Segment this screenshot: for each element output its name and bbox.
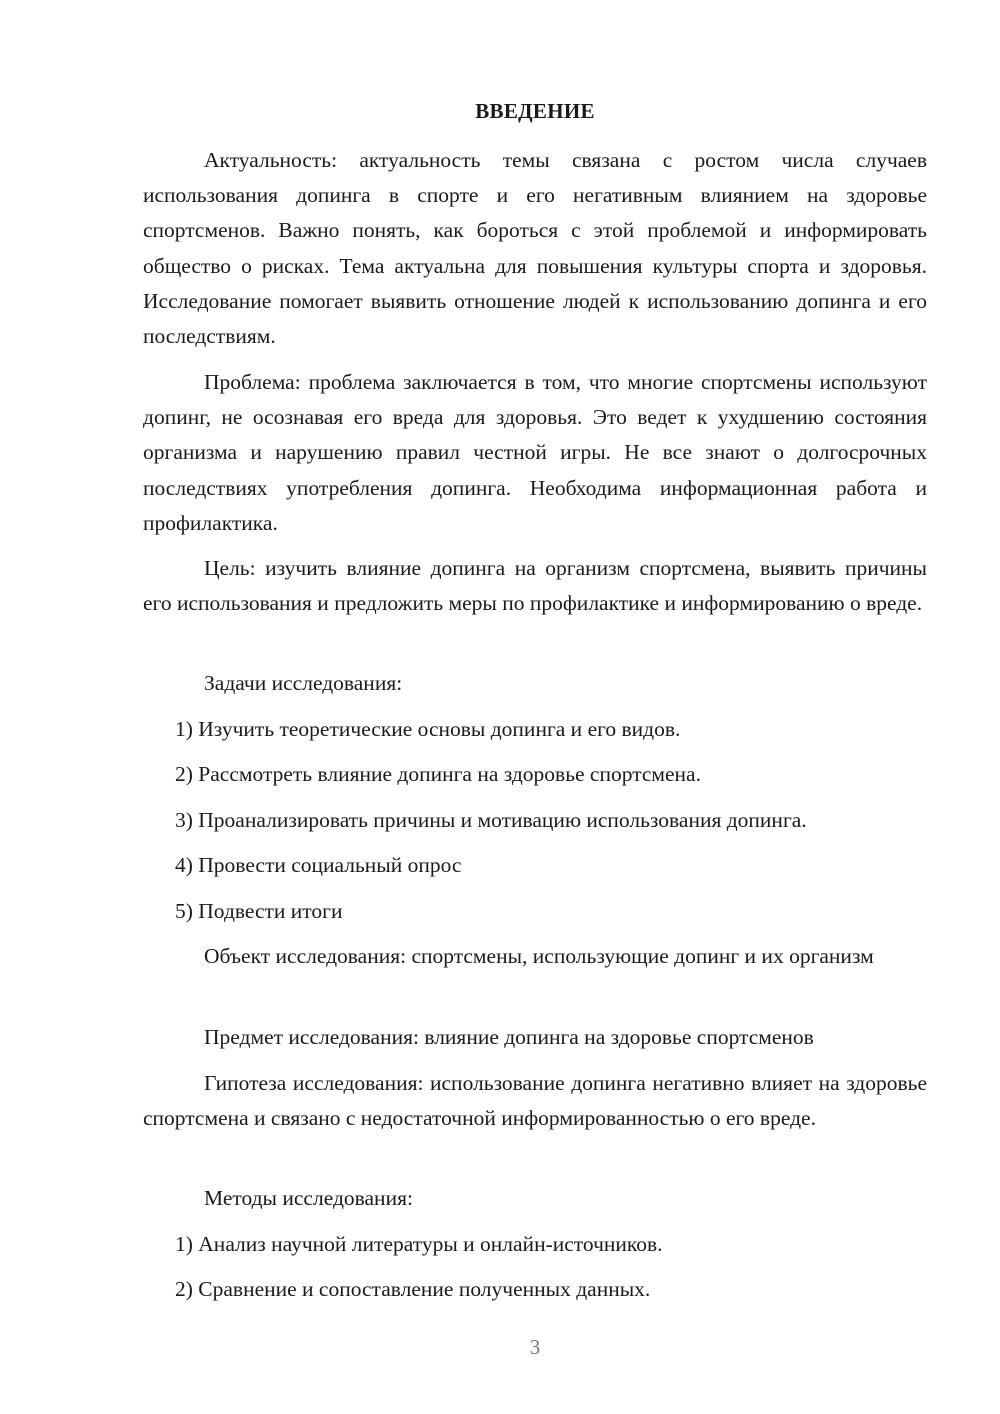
task-item: 3) Проанализировать причины и мотивацию использования допинга.: [175, 808, 807, 832]
page-number: 3: [529, 1335, 541, 1359]
object-paragraph: Объект исследования: спортсмены, использующие допинг и их организм: [204, 944, 874, 968]
method-item: 1) Анализ научной литературы и онлайн-источников.: [175, 1232, 663, 1256]
problem-paragraph: Проблема: проблема заключается в том, что многие спортсмены используют допинг, не осознавая его вреда для здоровья. Это ведет к ухудшению состояния организма и нарушению правил честной игры. Не все знают о долгосрочных последствиях употребления допинга. Необходима информационная работа и профилактика.: [143, 370, 927, 535]
document-page: [143, 0, 927, 1414]
page-title: ВВЕДЕНИЕ: [475, 99, 595, 123]
task-item: 4) Провести социальный опрос: [175, 853, 462, 877]
relevance-paragraph: Актуальность: актуальность темы связана с ростом числа случаев использования допинга в спорте и его негативным влиянием на здоровье спортсменов. Важно понять, как бороться с этой проблемой и информировать общество о рисках. Тема актуальна для повышения культуры спорта и здоровья. Исследование помогает выявить отношение людей к использованию допинга и его последствиям.: [143, 148, 927, 349]
task-item: 1) Изучить теоретические основы допинга и его видов.: [175, 717, 681, 741]
goal-paragraph: Цель: изучить влияние допинга на организм спортсмена, выявить причины его использования и предложить меры по профилактике и информированию о вреде.: [143, 556, 927, 616]
method-item: 2) Сравнение и сопоставление полученных данных.: [175, 1277, 651, 1301]
tasks-heading: Задачи исследования:: [204, 671, 403, 695]
methods-heading: Методы исследования:: [204, 1186, 413, 1210]
task-item: 5) Подвести итоги: [175, 899, 343, 923]
subject-paragraph: Предмет исследования: влияние допинга на здоровье спортсменов: [204, 1025, 814, 1049]
task-item: 2) Рассмотреть влияние допинга на здоровье спортсмена.: [175, 762, 701, 786]
hypothesis-paragraph: Гипотеза исследования: использование допинга негативно влияет на здоровье спортсмена и связано с недостаточной информированностью о его вреде.: [143, 1071, 927, 1131]
